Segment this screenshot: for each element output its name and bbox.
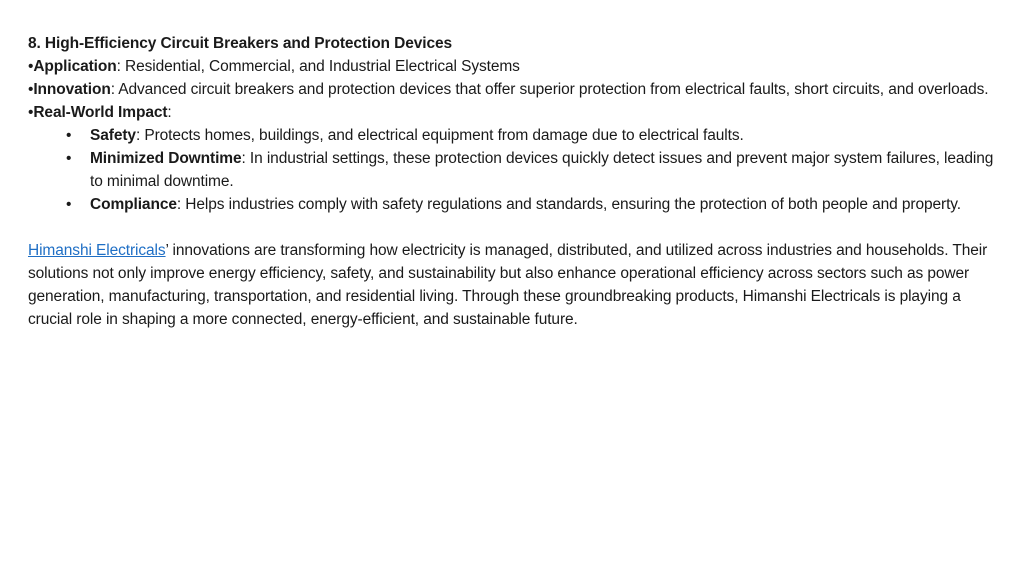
closing-text: ’ innovations are transforming how electricity is managed, distributed, and utilized across industries and households. Their solutions not only improve energy efficiency, safety, and sustainability but also enhance operational efficiency across sectors such as power generation, manufacturing, transportation, and residential living. Through these groundbreaking products, Himanshi Electricals is playing a crucial role in shaping a more connected, energy-efficient, and sustainable future. bbox=[28, 242, 988, 328]
application-line bbox=[28, 55, 1000, 78]
himanshi-electricals-link[interactable]: Himanshi Electricals bbox=[28, 242, 166, 259]
application-text: : Residential, Commercial, and Industrial Electrical Systems bbox=[116, 58, 520, 75]
item-text: : In industrial settings, these protection devices quickly detect issues and prevent major system failures, leading to minimal downtime. bbox=[90, 150, 994, 190]
impact-line bbox=[28, 101, 1000, 124]
paragraph-spacer bbox=[28, 216, 1000, 239]
innovation-text: : Advanced circuit breakers and protection devices that offer superior protection from electrical faults, short circuits, and overloads. bbox=[110, 81, 989, 98]
impact-list bbox=[28, 124, 1000, 216]
impact-label: Real-World Impact bbox=[33, 104, 168, 121]
impact-text: : bbox=[167, 104, 172, 121]
bullet: • bbox=[28, 104, 34, 121]
bullet: • bbox=[66, 127, 72, 144]
closing-paragraph bbox=[28, 239, 1000, 331]
item-text: : Helps industries comply with safety regulations and standards, ensuring the protection of both people and property. bbox=[176, 196, 962, 213]
list-item-compliance bbox=[66, 193, 1000, 216]
item-label: Safety bbox=[90, 127, 136, 144]
innovation-line bbox=[28, 78, 1000, 101]
item-label: Minimized Downtime bbox=[90, 150, 242, 167]
slide-content bbox=[28, 32, 1000, 331]
innovation-label: Innovation bbox=[33, 81, 111, 98]
bullet: • bbox=[66, 196, 72, 213]
bullet: • bbox=[28, 58, 34, 75]
item-label: Compliance bbox=[90, 196, 177, 213]
list-item-safety bbox=[66, 124, 1000, 147]
bullet: • bbox=[66, 150, 72, 167]
bullet: • bbox=[28, 81, 34, 98]
item-text: : Protects homes, buildings, and electrical equipment from damage due to electrical faults. bbox=[135, 127, 744, 144]
application-label: Application bbox=[33, 58, 117, 75]
list-item-downtime bbox=[66, 147, 1000, 193]
section-heading: 8. High-Efficiency Circuit Breakers and Protection Devices bbox=[28, 35, 453, 52]
